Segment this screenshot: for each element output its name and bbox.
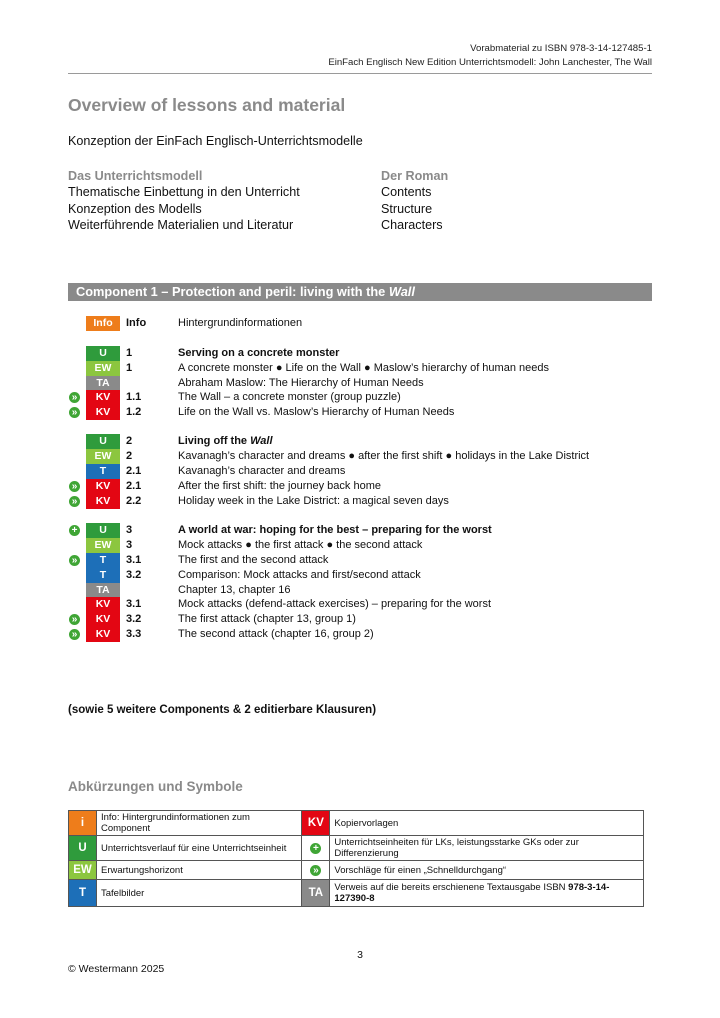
legend-text: Erwartungshorizont (97, 861, 302, 880)
right-column-item: Structure (381, 201, 433, 216)
legend-text: Verweis auf die bereits erschienene Textausgabe ISBN 978-3-14-127390-8 (330, 880, 644, 907)
legend-text: Tafelbilder (97, 880, 302, 907)
material-type-badge: U (86, 523, 120, 538)
material-title: Hintergrundinformationen (178, 317, 303, 329)
component-title: Component 1 – Protection and peril: living with the (76, 284, 389, 299)
material-number: 2.2 (126, 495, 142, 507)
plus-icon: + (302, 836, 330, 861)
fast-track-icon: » (69, 614, 80, 625)
legend-row (69, 836, 644, 861)
material-title: The first and the second attack (178, 554, 329, 566)
material-type-badge: EW (86, 361, 120, 376)
material-type-badge: KV (86, 597, 120, 612)
lesson-row (0, 464, 720, 479)
material-number: 3.1 (126, 598, 142, 610)
material-title: The Wall – a concrete monster (group puzzle) (178, 391, 401, 403)
material-number: 2 (126, 435, 133, 447)
legend-table (68, 810, 644, 907)
material-number: 2.1 (126, 480, 142, 492)
plus-icon: + (69, 525, 80, 536)
document-header (328, 42, 652, 70)
page-subtitle: Konzeption der EinFach Englisch-Unterrichtsmodelle (68, 134, 363, 148)
material-number: 1 (126, 347, 133, 359)
legend-row (69, 861, 644, 880)
material-number: 3.2 (126, 569, 142, 581)
header-isbn: Vorabmaterial zu ISBN 978-3-14-127485-1 (470, 43, 652, 54)
material-type-badge: T (86, 568, 120, 583)
fast-track-icon: » (69, 555, 80, 566)
lesson-row (0, 627, 720, 642)
legend-text: Unterrichtseinheiten für LKs, leistungsstarke GKs oder zur Differenzierung (330, 836, 644, 861)
material-type-badge: U (86, 434, 120, 449)
fast-track-icon: » (69, 496, 80, 507)
material-title: Chapter 13, chapter 16 (178, 584, 291, 596)
material-type-badge: KV (86, 390, 120, 405)
material-title: A world at war: hoping for the best – preparing for the worst (178, 524, 492, 536)
material-title: Kavanagh’s character and dreams ● after the first shift ● holidays in the Lake District (178, 450, 590, 462)
component-title-italic: Wall (388, 284, 415, 299)
material-number: 3.1 (126, 554, 142, 566)
material-type-badge: EW (86, 538, 120, 553)
material-type-badge: KV (86, 405, 120, 420)
lesson-row (0, 553, 720, 568)
lesson-row (0, 494, 720, 509)
material-title: Comparison: Mock attacks and first/second attack (178, 569, 421, 581)
legend-text: Info: Hintergrundinformationen zum Component (97, 811, 302, 836)
header-divider (68, 73, 652, 74)
material-title: Life on the Wall vs. Maslow’s Hierarchy of Human Needs (178, 406, 455, 418)
material-title: Kavanagh’s character and dreams (178, 465, 346, 477)
page-number: 3 (357, 949, 363, 961)
right-column-item: Contents (381, 185, 432, 200)
material-type-badge: EW (86, 449, 120, 464)
left-column-item: Konzeption des Modells (68, 201, 202, 216)
lesson-row (0, 434, 720, 449)
lesson-row (0, 479, 720, 494)
material-number: 3 (126, 539, 133, 551)
more-components-note: (sowie 5 weitere Components & 2 editierbare Klausuren) (68, 704, 377, 716)
ta-symbol: TA (302, 880, 330, 907)
material-number: Info (126, 317, 147, 329)
material-type-badge: KV (86, 627, 120, 642)
legend-text: Vorschläge für einen „Schnelldurchgang“ (330, 861, 644, 880)
material-number: 1 (126, 362, 133, 374)
material-number: 3 (126, 524, 133, 536)
right-column-item: Characters (381, 218, 443, 233)
material-title: Living off the Wall (178, 435, 273, 447)
right-column (381, 168, 448, 234)
material-number: 1.1 (126, 391, 142, 403)
lesson-row (0, 346, 720, 361)
lesson-row (0, 376, 720, 391)
left-column-heading: Das Unterrichtsmodell (68, 169, 203, 183)
fast-track-icon: » (69, 407, 80, 418)
lesson-row (0, 405, 720, 420)
legend-text: Unterrichtsverlauf für eine Unterrichtseinheit (97, 836, 302, 861)
info-symbol: i (69, 811, 97, 836)
abbreviations-title: Abkürzungen und Symbole (68, 779, 243, 794)
material-title: Serving on a concrete monster (178, 347, 340, 359)
fast-track-icon: » (69, 481, 80, 492)
ew-symbol: EW (69, 861, 97, 880)
u-symbol: U (69, 836, 97, 861)
material-type-badge: TA (86, 583, 120, 598)
fast-track-icon: » (302, 861, 330, 880)
material-type-badge: TA (86, 376, 120, 391)
lesson-row (0, 361, 720, 376)
fast-track-icon: » (69, 629, 80, 640)
material-number: 2.1 (126, 465, 142, 477)
material-type-badge: KV (86, 612, 120, 627)
material-type-badge: T (86, 464, 120, 479)
lesson-row (0, 449, 720, 464)
header-model-title: EinFach Englisch New Edition Unterrichtsmodell: John Lanchester, The Wall (328, 57, 652, 68)
material-number: 3.3 (126, 628, 142, 640)
lesson-row (0, 523, 720, 538)
copyright: © Westermann 2025 (68, 963, 165, 975)
material-type-badge: KV (86, 494, 120, 509)
legend-text: Kopiervorlagen (330, 811, 644, 836)
material-title: Mock attacks (defend-attack exercises) – preparing for the worst (178, 598, 492, 610)
material-title: Abraham Maslow: The Hierarchy of Human Needs (178, 377, 424, 389)
material-type-badge: U (86, 346, 120, 361)
isbn-text: 978-3-14-127390-8 (334, 882, 610, 904)
lesson-row (0, 538, 720, 553)
left-column (68, 168, 300, 234)
material-number: 1.2 (126, 406, 142, 418)
lesson-row (0, 390, 720, 405)
fast-track-icon: » (69, 392, 80, 403)
material-type-badge: T (86, 553, 120, 568)
material-title: The first attack (chapter 13, group 1) (178, 613, 356, 625)
material-title: A concrete monster ● Life on the Wall ● Maslow’s hierarchy of human needs (178, 362, 549, 374)
lesson-row (0, 568, 720, 583)
material-title: Holiday week in the Lake District: a magical seven days (178, 495, 449, 507)
material-type-badge: Info (86, 316, 120, 331)
material-title: After the first shift: the journey back home (178, 480, 381, 492)
lesson-row (0, 316, 720, 331)
component-heading (68, 283, 652, 301)
left-column-item: Thematische Einbettung in den Unterricht (68, 185, 300, 200)
material-number: 2 (126, 450, 133, 462)
material-title: The second attack (chapter 16, group 2) (178, 628, 374, 640)
lesson-row (0, 583, 720, 598)
right-column-heading: Der Roman (381, 169, 449, 183)
lesson-row (0, 612, 720, 627)
lesson-row (0, 597, 720, 612)
kv-symbol: KV (302, 811, 330, 836)
legend-row (69, 811, 644, 836)
page-title: Overview of lessons and material (68, 95, 346, 115)
material-number: 3.2 (126, 613, 142, 625)
left-column-item: Weiterführende Materialien und Literatur (68, 218, 294, 233)
legend-row (69, 880, 644, 907)
t-symbol: T (69, 880, 97, 907)
material-title: Mock attacks ● the first attack ● the second attack (178, 539, 423, 551)
material-type-badge: KV (86, 479, 120, 494)
